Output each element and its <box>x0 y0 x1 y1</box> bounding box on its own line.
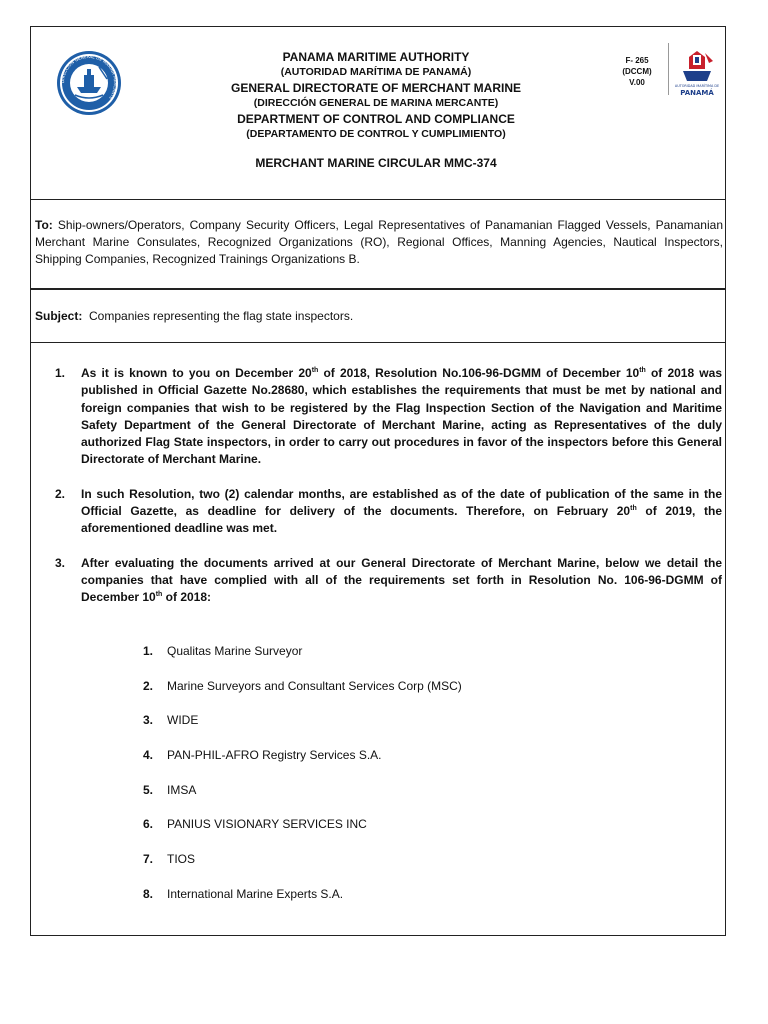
section-divider <box>31 288 725 290</box>
point-3 <box>55 555 722 607</box>
subject-text: Companies representing the flag state inspectors. <box>89 309 354 323</box>
subject-label: Subject: <box>35 309 83 323</box>
numbered-points <box>55 365 722 624</box>
list-item: 6. PANIUS VISIONARY SERVICES INC <box>143 817 367 832</box>
form-code <box>617 55 657 88</box>
document-frame <box>30 26 726 936</box>
amp-logo-icon <box>675 47 719 103</box>
logo-text: PANAMÁ <box>680 89 714 97</box>
seal-text: DIRECCIÓN GENERAL DE MARINA MERCANTE <box>59 53 119 101</box>
point-number: 1. <box>55 366 66 380</box>
header-titles <box>141 49 611 170</box>
dgmm-seal-icon <box>55 49 123 117</box>
list-item: 5. IMSA <box>143 782 197 797</box>
company-list <box>143 644 462 922</box>
list-item: 7. TIOS <box>143 852 196 867</box>
point-number: 2. <box>55 486 66 501</box>
list-item: 8. International Marine Experts S.A. <box>143 886 344 901</box>
recipients-block <box>35 217 723 268</box>
document-header <box>31 27 725 200</box>
authority-name-es: (AUTORIDAD MARÍTIMA DE PANAMÁ) <box>280 66 472 78</box>
point-2 <box>55 486 722 538</box>
list-item: 4. PAN-PHIL-AFRO Registry Services S.A. <box>143 748 382 763</box>
form-version: V.00 <box>629 78 645 87</box>
recipients-text: Ship-owners/Operators, Company Security Officers, Legal Representatives of Panamanian Flagged Vessels, Panamanian Merchant Marine Consulates, Recognized Organizations (RO), Regional Offices, Manning Agencies, Nautical Inspectors, Shipping Companies, Recognized Trainings Organizations B. <box>35 218 723 266</box>
form-number: F- 265 <box>625 56 649 65</box>
point-text: After evaluating the documents arrived at our General Directorate of Merchant Marine, below we detail the companies that have complied with all of the requirements set forth in Resolution No. 106-96-DGMM of December 10th of 2018: <box>81 555 722 605</box>
subject-line <box>35 309 353 323</box>
department-name-es: (DEPARTAMENTO DE CONTROL Y CUMPLIMIENTO) <box>246 128 506 140</box>
directorate-name-es: (DIRECCIÓN GENERAL DE MARINA MERCANTE) <box>253 97 499 109</box>
subject-divider <box>31 342 725 343</box>
department-name: DEPARTMENT OF CONTROL AND COMPLIANCE <box>237 112 515 126</box>
logo-subtext: AUTORIDAD MARÍTIMA DE <box>675 84 719 88</box>
point-text: As it is known to you on December 20th of 2018, Resolution No.106-96-DGMM of December 10th of 2018 was published in Official Gazette No.28680, which establishes the requirements that must be met by national and foreign companies that wish to be registered by the Flag Inspection Section of the Navigation and Maritime Safety Department of the General Directorate of Merchant Marine, acting as Representatives of the duly authorized Flag State inspectors, in order to carry out procedures in favor of the inspectors before this General Directorate of Merchant Marine. <box>81 366 722 467</box>
list-item: 2. Marine Surveyors and Consultant Services Corp (MSC) <box>143 678 462 693</box>
list-item: 3. WIDE <box>143 713 199 728</box>
form-department: (DCCM) <box>622 67 652 76</box>
to-label: To: <box>35 218 53 232</box>
point-number: 3. <box>55 555 66 570</box>
point-text: In such Resolution, two (2) calendar months, are established as of the date of publication of the same in the Official Gazette, as deadline for delivery of the documents. Therefore, on February 20th of 2019, the aforementioned deadline was met. <box>81 486 723 536</box>
point-1 <box>55 365 722 469</box>
list-item: 1. Qualitas Marine Surveyor <box>143 644 303 658</box>
circular-title: MERCHANT MARINE CIRCULAR MMC-374 <box>255 156 497 170</box>
directorate-name: GENERAL DIRECTORATE OF MERCHANT MARINE <box>230 81 521 95</box>
header-divider <box>668 43 669 95</box>
authority-name: PANAMA MARITIME AUTHORITY <box>282 50 470 64</box>
